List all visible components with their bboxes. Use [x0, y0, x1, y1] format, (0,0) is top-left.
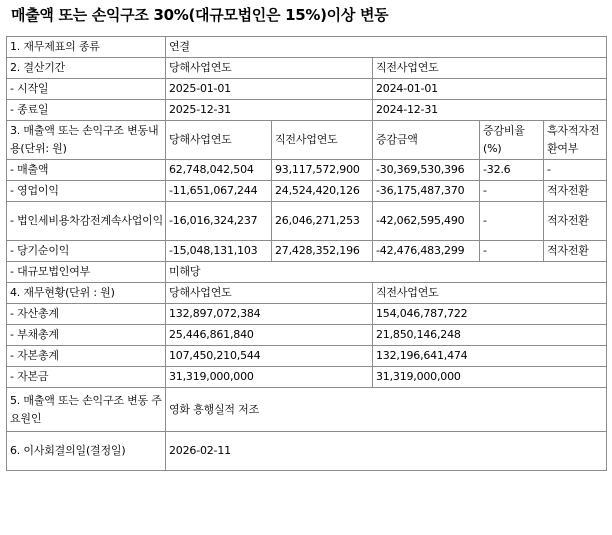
change-amount-header: 증감금액 [373, 121, 480, 160]
table-row [7, 37, 607, 58]
row-label: - 자본총계 [7, 346, 166, 367]
row-label: - 자산총계 [7, 304, 166, 325]
current-year-header: 당해사업연도 [166, 58, 373, 79]
current-value: 132,897,072,384 [166, 304, 373, 325]
table-row [7, 346, 607, 367]
previous-start-date: 2024-01-01 [373, 79, 607, 100]
row-label: - 부채총계 [7, 325, 166, 346]
change-rate-header: 증감비율(%) [480, 121, 544, 160]
table-row [7, 58, 607, 79]
table-row [7, 432, 607, 471]
disclosure-table [6, 36, 607, 471]
current-end-date: 2025-12-31 [166, 100, 373, 121]
row-label: - 당기순이익 [7, 241, 166, 262]
row-label: 2. 결산기간 [7, 58, 166, 79]
previous-value: 31,319,000,000 [373, 367, 607, 388]
previous-year-header: 직전사업연도 [272, 121, 373, 160]
change-rate: - [480, 241, 544, 262]
change-amount: -30,369,530,396 [373, 160, 480, 181]
turnaround-header: 흑자적자전환여부 [544, 121, 607, 160]
turnaround: 적자전환 [544, 181, 607, 202]
previous-value: 24,524,420,126 [272, 181, 373, 202]
change-rate: - [480, 181, 544, 202]
turnaround: - [544, 160, 607, 181]
table-row [7, 202, 607, 241]
current-value: 31,319,000,000 [166, 367, 373, 388]
turnaround: 적자전환 [544, 241, 607, 262]
row-label: 1. 재무제표의 종류 [7, 37, 166, 58]
row-label: - 매출액 [7, 160, 166, 181]
row-label: 6. 이사회결의일(결정일) [7, 432, 166, 471]
table-row [7, 262, 607, 283]
previous-value: 26,046,271,253 [272, 202, 373, 241]
row-label: - 법인세비용차감전계속사업이익 [7, 202, 166, 241]
current-year-header: 당해사업연도 [166, 283, 373, 304]
previous-end-date: 2024-12-31 [373, 100, 607, 121]
row-label: - 시작일 [7, 79, 166, 100]
current-year-header: 당해사업연도 [166, 121, 272, 160]
table-row [7, 79, 607, 100]
table-row [7, 241, 607, 262]
change-amount: -36,175,487,370 [373, 181, 480, 202]
row-label: 3. 매출액 또는 손익구조 변동내용(단위: 원) [7, 121, 166, 160]
row-label: - 자본금 [7, 367, 166, 388]
change-rate: - [480, 202, 544, 241]
table-row [7, 388, 607, 432]
table-row [7, 100, 607, 121]
table-row [7, 121, 607, 160]
main-cause-value: 영화 흥행실적 저조 [166, 388, 607, 432]
large-corp-value: 미해당 [166, 262, 607, 283]
previous-value: 21,850,146,248 [373, 325, 607, 346]
previous-value: 93,117,572,900 [272, 160, 373, 181]
table-row [7, 304, 607, 325]
page-title: 매출액 또는 손익구조 30%(대규모법인은 15%)이상 변동 [11, 6, 389, 24]
statement-type-value: 연결 [166, 37, 607, 58]
change-amount: -42,476,483,299 [373, 241, 480, 262]
change-rate: -32.6 [480, 160, 544, 181]
row-label: 5. 매출액 또는 손익구조 변동 주요원인 [7, 388, 166, 432]
previous-year-header: 직전사업연도 [373, 283, 607, 304]
previous-value: 154,046,787,722 [373, 304, 607, 325]
current-value: -16,016,324,237 [166, 202, 272, 241]
table-row [7, 181, 607, 202]
row-label: - 대규모법인여부 [7, 262, 166, 283]
row-label: - 영업이익 [7, 181, 166, 202]
board-resolution-date: 2026-02-11 [166, 432, 607, 471]
table-row [7, 160, 607, 181]
table-row [7, 283, 607, 304]
current-start-date: 2025-01-01 [166, 79, 373, 100]
current-value: -15,048,131,103 [166, 241, 272, 262]
previous-year-header: 직전사업연도 [373, 58, 607, 79]
current-value: 107,450,210,544 [166, 346, 373, 367]
table-row [7, 325, 607, 346]
current-value: -11,651,067,244 [166, 181, 272, 202]
row-label: - 종료일 [7, 100, 166, 121]
current-value: 62,748,042,504 [166, 160, 272, 181]
previous-value: 132,196,641,474 [373, 346, 607, 367]
turnaround: 적자전환 [544, 202, 607, 241]
change-amount: -42,062,595,490 [373, 202, 480, 241]
current-value: 25,446,861,840 [166, 325, 373, 346]
previous-value: 27,428,352,196 [272, 241, 373, 262]
row-label: 4. 재무현황(단위 : 원) [7, 283, 166, 304]
table-row [7, 367, 607, 388]
